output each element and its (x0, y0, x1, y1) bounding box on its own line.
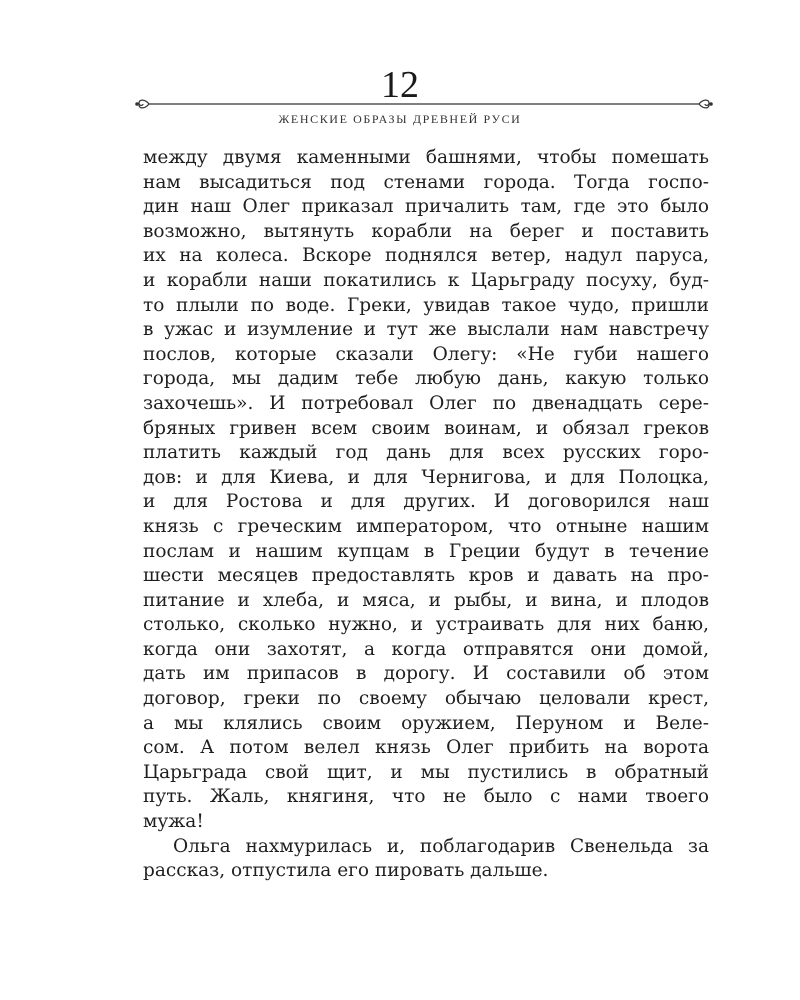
text-line: дин наш Олег приказал причалить там, где это было (143, 196, 709, 218)
text-line: дать им припасов в дорогу. И составили об этом (143, 663, 709, 685)
text-line: то плыли по воде. Греки, увидав такое чудо, пришли (143, 294, 709, 316)
text-line: Царьграда свой щит, и мы пустились в обратный (143, 761, 709, 783)
text-line: бряных гривен всем своим воинам, и обязал греков (143, 417, 709, 439)
text-line: путь. Жаль, княгиня, что не было с нами твоего (143, 786, 709, 808)
right-scroll-ornament-icon (699, 100, 712, 108)
text-line: их на колеса. Вскоре поднялся ветер, надул паруса, (143, 245, 709, 267)
text-line: когда они захотят, а когда отправятся они домой, (143, 638, 709, 660)
text-line: послов, которые сказали Олегу: «Не губи нашего (143, 343, 709, 365)
text-line: послам и нашим купцам в Греции будут в течение (143, 540, 709, 562)
text-line: дов: и для Киева, и для Чернигова, и для Полоцка, (143, 466, 709, 488)
text-line: шести месяцев предоставлять кров и давать на про- (143, 565, 709, 587)
text-line: рассказ, отпустила его пировать дальше. (143, 860, 549, 882)
text-line: столько, сколько нужно, и устраивать для них баню, (143, 614, 709, 636)
text-line: мужа! (143, 811, 204, 833)
text-line: захочешь». И потребовал Олег по двенадцать сере- (143, 392, 709, 414)
paragraph-1 (143, 146, 709, 835)
page-number: 12 (381, 64, 419, 106)
text-line: и для Ростова и для других. И договорился наш (143, 491, 709, 513)
text-line: сом. А потом велел князь Олег прибить на ворота (143, 737, 709, 759)
text-line: города, мы дадим тебе любую дань, какую только (143, 368, 709, 390)
text-line: и корабли наши покатились к Царьграду посуху, буд- (143, 269, 709, 291)
text-line: в ужас и изумление и тут же выслали нам навстречу (143, 319, 709, 341)
text-line: питание и хлеба, и мяса, и рыбы, и вина, и плодов (143, 589, 709, 611)
text-line: князь с греческим императором, что отныне нашим (143, 515, 709, 537)
text-line: возможно, вытянуть корабли на берег и поставить (143, 220, 709, 242)
text-line: платить каждый год дань для всех русских горо- (143, 442, 709, 464)
left-scroll-ornament-icon (136, 100, 149, 108)
running-title: ЖЕНСКИЕ ОБРАЗЫ ДРЕВНЕЙ РУСИ (278, 112, 522, 126)
text-line: а мы клялись своим оружием, Перуном и Веле- (143, 712, 709, 734)
header-ornament-rule (135, 96, 713, 112)
text-line: Ольга нахмурилась и, поблагодарив Свенельда за (173, 835, 709, 857)
body-text (143, 146, 709, 884)
paragraph-2 (143, 835, 709, 884)
text-line: нам высадиться под стенами города. Тогда госпо- (143, 171, 709, 193)
text-line: договор, греки по своему обычаю целовали крест, (143, 688, 709, 710)
text-line: между двумя каменными башнями, чтобы помешать (143, 147, 709, 168)
